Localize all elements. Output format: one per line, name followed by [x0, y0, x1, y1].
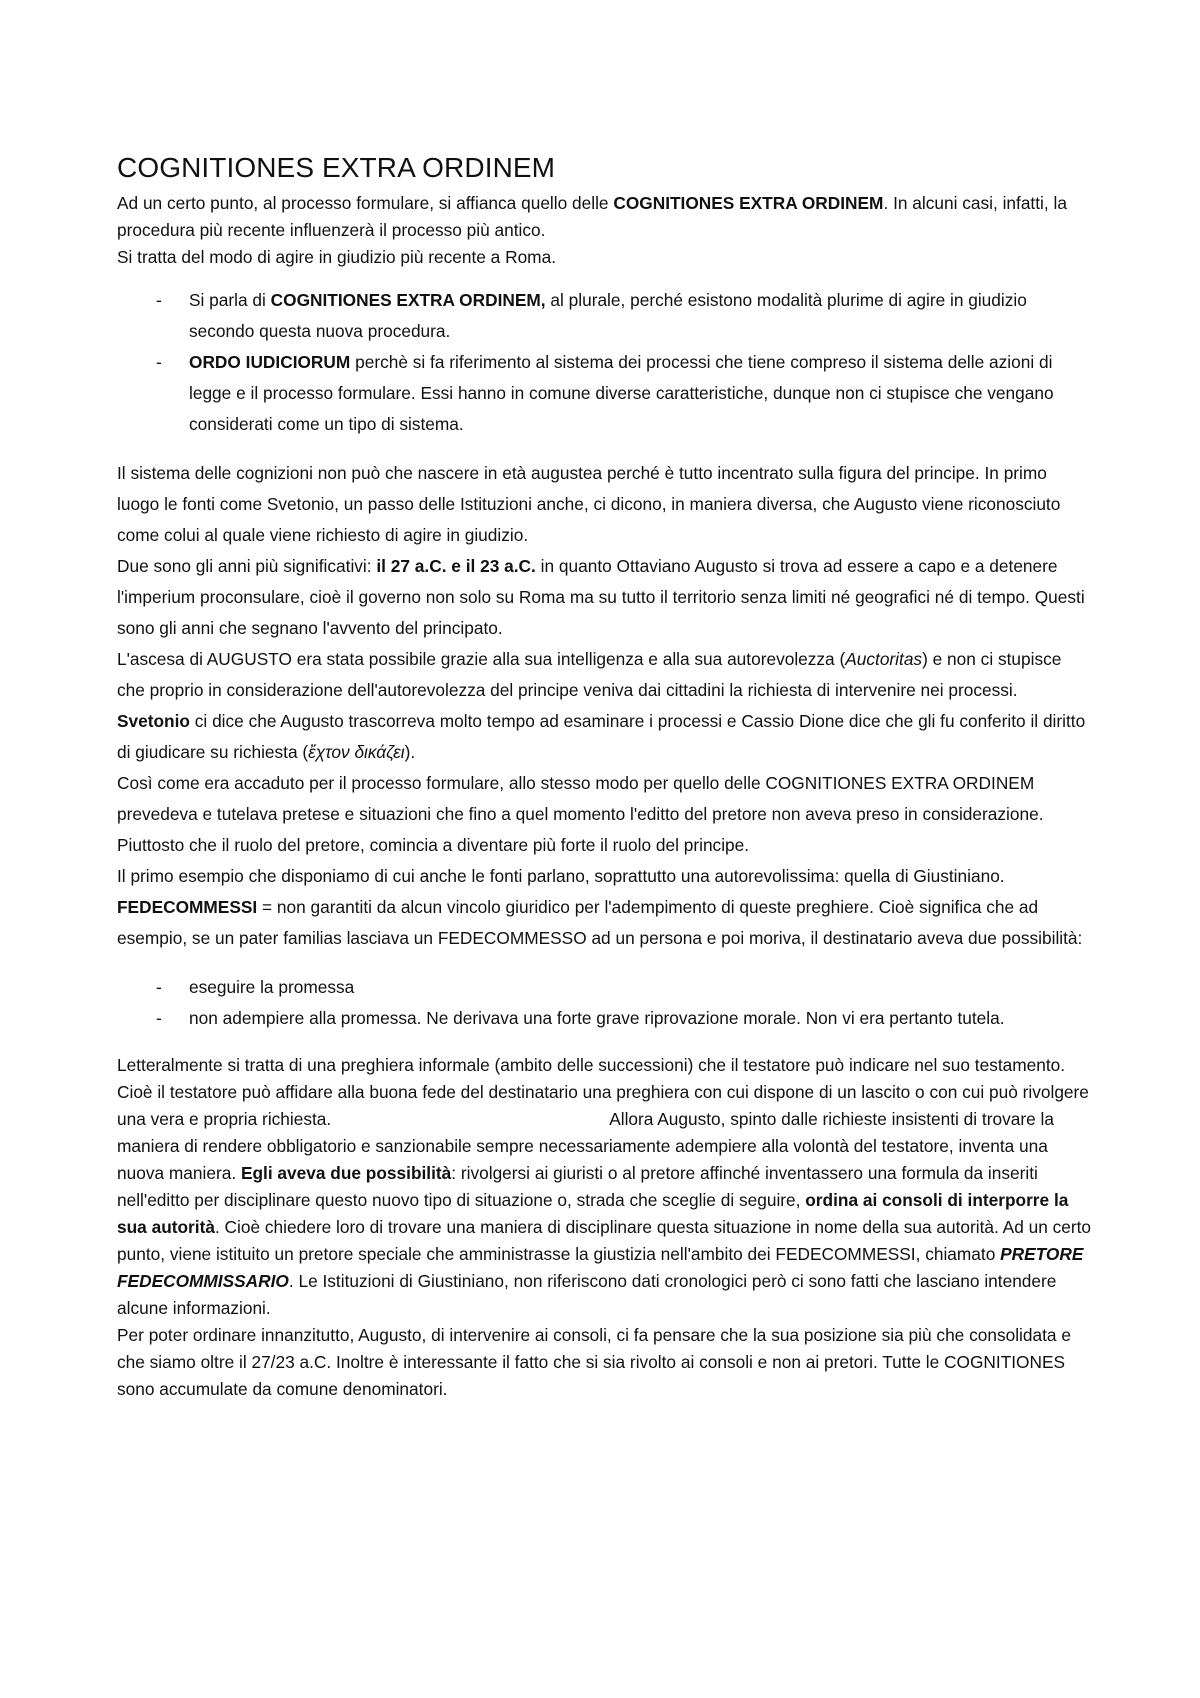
document-body [117, 150, 1093, 1403]
final-paragraph-1: Letteralmente si tratta di una preghiera informale (ambito delle successioni) che il testatore può indicare nel suo testamento. Cioè il testatore può affidare alla buona fede del destinatario una preghiera con cui dispone di un lascito o con cui può rivolgere una vera e propria richiesta. Allora Augusto, spinto dalle richieste insistenti di trovare la maniera di rendere obbligatorio e sanzionabile sempre necessariamente adempiere alla volontà del testatore, inventa una nuova maniera. Egli aveva due possibilità: rivolgersi ai giuristi o al pretore affinché inventassero una formula da inseriti nell'editto per disciplinare questo nuovo tipo di situazione o, strada che sceglie di seguire, ordina ai consoli di interporre la sua autorità. Cioè chiedere loro di trovare una maniera di disciplinare questa situazione in nome della sua autorità. Ad un certo punto, viene istituito un pretore speciale che amministrasse la giustizia nell'ambito dei FEDECOMMESSI, chiamato PRETORE FEDECOMMISSARIO. Le Istituzioni di Giustiniano, non riferiscono dati cronologici però ci sono fatti che lasciano intendere alcune informazioni. [117, 1055, 1092, 1318]
body-paragraph-2: Due sono gli anni più significativi: il 27 a.C. e il 23 a.C. in quanto Ottaviano Augusto si trova ad essere a capo e a detenere l'imperium proconsulare, cioè il governo non solo su Roma ma su tutto il territorio senza limiti né geografici né di tempo. Questi sono gli anni che segnano l'avvento del principato. [117, 556, 1085, 638]
intro-paragraph-1: Ad un certo punto, al processo formulare, si affianca quello delle COGNITIONES EXTRA ORDINEM. In alcuni casi, infatti, la procedura più recente influenzerà il processo più antico. [117, 193, 1067, 240]
final-paragraph-2: Per poter ordinare innanzitutto, Augusto, di intervenire ai consoli, ci fa pensare che la sua posizione sia più che consolidata e che siamo oltre il 27/23 a.C. Inoltre è interessante il fatto che si sia rivolto ai consoli e non ai pretori. Tutte le COGNITIONES sono accumulate da comune denominatori. [117, 1325, 1071, 1399]
dash-list-1 [117, 285, 1093, 440]
intro-paragraph-2: Si tratta del modo di agire in giudizio più recente a Roma. [117, 247, 556, 267]
body-paragraph-3: L'ascesa di AUGUSTO era stata possibile grazie alla sua intelligenza e alla sua autorevolezza (Auctoritas) e non ci stupisce che proprio in considerazione dell'autorevolezza del principe veniva dai cittadini la richiesta di intervenire nei processi. [117, 649, 1062, 700]
body-paragraph-5: Così come era accaduto per il processo formulare, allo stesso modo per quello delle COGNITIONES EXTRA ORDINEM prevedeva e tutelava pretese e situazioni che fino a quel momento l'editto del pretore non aveva preso in considerazione. Piuttosto che il ruolo del pretore, comincia a diventare più forte il ruolo del principe. [117, 773, 1044, 855]
page-title: COGNITIONES EXTRA ORDINEM [117, 152, 556, 183]
body-paragraph-4: Svetonio ci dice che Augusto trascorreva molto tempo ad esaminare i processi e Cassio Dione dice che gli fu conferito il diritto di giudicare su richiesta (ἔχτον δικάζει). [117, 711, 1086, 762]
dash-list-2 [117, 972, 1093, 1034]
list-item: - non adempiere alla promessa. Ne derivava una forte grave riprovazione morale. Non vi era pertanto tutela. [117, 1003, 1093, 1034]
list-item: - eseguire la promessa [117, 972, 1093, 1003]
list-item: - ORDO IUDICIORUM perchè si fa riferimento al sistema dei processi che tiene compreso il sistema delle azioni di legge e il processo formulare. Essi hanno in comune diverse caratteristiche, dunque non ci stupisce che vengano considerati come un tipo di sistema. [117, 347, 1093, 440]
body-paragraph-6: Il primo esempio che disponiamo di cui anche le fonti parlano, soprattutto una autorevolissima: quella di Giustiniano. FEDECOMMESSI = non garantiti da alcun vincolo giuridico per l'adempimento di queste preghiere. Cioè significa che ad esempio, se un pater familias lasciava un FEDECOMMESSO ad un persona e poi moriva, il destinatario aveva due possibilità: [117, 866, 1083, 948]
body-paragraph-1: Il sistema delle cognizioni non può che nascere in età augustea perché è tutto incentrato sulla figura del principe. In primo luogo le fonti come Svetonio, un passo delle Istituzioni anche, ci dicono, in maniera diversa, che Augusto viene riconosciuto come colui al quale viene richiesto di agire in giudizio. [117, 463, 1061, 545]
list-item: - Si parla di COGNITIONES EXTRA ORDINEM, al plurale, perché esistono modalità plurime di agire in giudizio secondo questa nuova procedura. [117, 285, 1093, 347]
